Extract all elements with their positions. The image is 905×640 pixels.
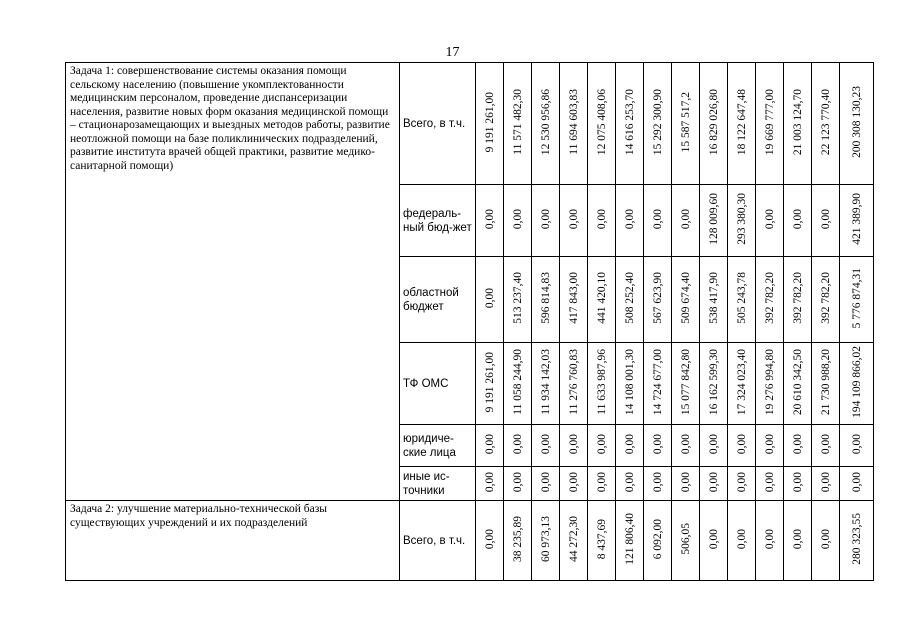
value-cell [532, 63, 560, 185]
value-cell [560, 501, 588, 581]
value-cell [532, 467, 560, 501]
value-text: 0,00 [707, 471, 720, 493]
funding-source: областной бюджет [400, 257, 476, 343]
value-cell [560, 63, 588, 185]
value-cell [476, 257, 504, 343]
value-cell [812, 343, 840, 425]
value-text: 0,00 [595, 208, 608, 230]
value-text: 12 075 408,06 [595, 88, 608, 156]
total-cell [840, 257, 874, 343]
value-cell [756, 425, 784, 467]
value-cell [728, 257, 756, 343]
value-text: 17 324 023,40 [735, 348, 748, 416]
value-cell [476, 467, 504, 501]
value-cell [756, 185, 784, 257]
value-text: 0,00 [850, 471, 863, 493]
value-text: 0,00 [623, 208, 636, 230]
value-cell [588, 467, 616, 501]
value-cell [672, 501, 700, 581]
value-text: 567 623,90 [651, 272, 664, 324]
value-text: 44 272,30 [567, 516, 580, 562]
value-text: 0,00 [763, 433, 776, 455]
value-cell [672, 343, 700, 425]
value-text: 21 003 124,70 [791, 88, 804, 156]
value-text: 596 814,83 [539, 272, 552, 324]
value-text: 0,00 [483, 287, 496, 309]
value-cell [672, 185, 700, 257]
value-cell [812, 467, 840, 501]
value-text: 508 252,40 [623, 272, 636, 324]
value-cell [812, 501, 840, 581]
value-cell [616, 467, 644, 501]
value-text: 0,00 [791, 528, 804, 550]
value-text: 421 389,90 [850, 193, 863, 245]
value-text: 15 587 517,2 [679, 91, 692, 153]
value-text: 12 530 956,86 [539, 88, 552, 156]
total-cell [840, 425, 874, 467]
value-text: 0,00 [539, 471, 552, 493]
value-text: 0,00 [850, 433, 863, 455]
value-cell [532, 425, 560, 467]
value-text: 538 417,90 [707, 272, 720, 324]
funding-source: ТФ ОМС [400, 343, 476, 425]
value-text: 505 243,78 [735, 272, 748, 324]
value-text: 128 009,60 [707, 193, 720, 245]
value-cell [504, 185, 532, 257]
value-cell [784, 63, 812, 185]
value-text: 441 420,10 [595, 272, 608, 324]
value-text: 0,00 [651, 433, 664, 455]
value-text: 0,00 [819, 208, 832, 230]
task-description: Задача 2: улучшение материально-технической базы существующих учреждений и их подразделений [66, 501, 400, 581]
value-cell [812, 185, 840, 257]
value-cell [756, 63, 784, 185]
value-cell [756, 467, 784, 501]
value-text: 20 610 342,50 [791, 348, 804, 416]
value-text: 0,00 [651, 471, 664, 493]
value-text: 19 276 994,80 [763, 348, 776, 416]
value-text: 280 323,55 [850, 513, 863, 565]
value-text: 392 782,20 [819, 272, 832, 324]
value-text: 200 308 130,23 [850, 86, 863, 158]
value-text: 0,00 [735, 433, 748, 455]
value-cell [756, 343, 784, 425]
value-cell [532, 501, 560, 581]
funding-source: юридиче-ские лица [400, 425, 476, 467]
value-cell [588, 425, 616, 467]
value-text: 0,00 [819, 433, 832, 455]
value-cell [560, 467, 588, 501]
value-cell [728, 467, 756, 501]
value-text: 0,00 [623, 471, 636, 493]
value-cell [784, 425, 812, 467]
value-text: 0,00 [679, 208, 692, 230]
value-text: 0,00 [763, 471, 776, 493]
value-text: 21 730 988,20 [819, 348, 832, 416]
value-cell [644, 257, 672, 343]
value-text: 9 191 261,00 [483, 351, 496, 413]
table-body [66, 63, 874, 581]
value-cell [504, 257, 532, 343]
value-text: 0,00 [819, 471, 832, 493]
value-cell [700, 257, 728, 343]
funding-source: Всего, в т.ч. [400, 63, 476, 185]
value-cell [728, 63, 756, 185]
value-cell [700, 343, 728, 425]
value-text: 0,00 [539, 208, 552, 230]
value-text: 0,00 [511, 208, 524, 230]
value-cell [644, 185, 672, 257]
value-cell [700, 425, 728, 467]
total-cell [840, 185, 874, 257]
value-cell [784, 501, 812, 581]
value-text: 0,00 [539, 433, 552, 455]
value-text: 0,00 [595, 471, 608, 493]
value-text: 0,00 [511, 471, 524, 493]
value-cell [812, 425, 840, 467]
value-cell [560, 185, 588, 257]
value-cell [560, 343, 588, 425]
value-text: 194 109 866,02 [850, 346, 863, 418]
value-text: 14 724 677,00 [651, 348, 664, 416]
value-text: 0,00 [651, 208, 664, 230]
value-cell [476, 185, 504, 257]
value-text: 293 380,30 [735, 193, 748, 245]
value-text: 0,00 [567, 208, 580, 230]
value-text: 15 292 300,90 [651, 88, 664, 156]
value-cell [532, 185, 560, 257]
value-cell [616, 343, 644, 425]
value-cell [560, 425, 588, 467]
value-cell [784, 257, 812, 343]
value-text: 0,00 [483, 471, 496, 493]
value-text: 38 235,89 [511, 516, 524, 562]
value-text: 14 108 001,30 [623, 348, 636, 416]
value-text: 11 633 987,96 [595, 349, 608, 415]
value-text: 19 669 777,00 [763, 88, 776, 156]
task-description: Задача 1: совершенствование системы оказания помощи сельскому населению (повышение укомплектованности медицинским персоналом, проведение диспансеризации населения, развитие новых форм оказания медицинской помощи – стационарозамещающих и выездных методов работы, развитие неотложной помощи на базе поликлинических подразделений, развитие института врачей общей практики, развитие медико-санитарной помощи) [66, 63, 400, 501]
value-cell [504, 501, 532, 581]
value-cell [784, 343, 812, 425]
value-cell [812, 63, 840, 185]
value-text: 0,00 [735, 471, 748, 493]
value-cell [784, 467, 812, 501]
value-cell [728, 501, 756, 581]
value-text: 11 934 142,03 [539, 349, 552, 415]
value-cell [588, 185, 616, 257]
value-text: 0,00 [567, 433, 580, 455]
value-cell [644, 501, 672, 581]
funding-source: иные ис-точники [400, 467, 476, 501]
value-text: 509 674,40 [679, 272, 692, 324]
value-text: 0,00 [483, 433, 496, 455]
value-cell [616, 185, 644, 257]
value-cell [756, 501, 784, 581]
value-cell [616, 63, 644, 185]
value-text: 0,00 [819, 528, 832, 550]
value-text: 0,00 [567, 471, 580, 493]
value-text: 0,00 [483, 208, 496, 230]
value-cell [812, 257, 840, 343]
value-text: 0,00 [763, 208, 776, 230]
value-cell [616, 425, 644, 467]
value-text: 0,00 [791, 471, 804, 493]
value-cell [532, 343, 560, 425]
value-cell [644, 467, 672, 501]
value-cell [476, 501, 504, 581]
value-text: 16 829 026,80 [707, 88, 720, 156]
value-text: 0,00 [595, 433, 608, 455]
value-text: 0,00 [707, 528, 720, 550]
total-cell [840, 63, 874, 185]
value-cell [700, 185, 728, 257]
total-cell [840, 467, 874, 501]
value-cell [700, 501, 728, 581]
value-cell [616, 501, 644, 581]
value-cell [476, 425, 504, 467]
value-text: 0,00 [791, 433, 804, 455]
value-text: 0,00 [679, 433, 692, 455]
table-row [66, 501, 874, 581]
value-cell [588, 63, 616, 185]
value-cell [644, 343, 672, 425]
value-cell [728, 425, 756, 467]
funding-source: Всего, в т.ч. [400, 501, 476, 581]
value-text: 513 237,40 [511, 272, 524, 324]
value-cell [504, 425, 532, 467]
value-text: 5 776 874,31 [850, 267, 863, 329]
value-text: 0,00 [707, 433, 720, 455]
value-cell [672, 257, 700, 343]
value-text: 0,00 [791, 208, 804, 230]
value-text: 0,00 [483, 528, 496, 550]
value-text: 417 843,00 [567, 272, 580, 324]
page-number: 17 [445, 45, 460, 60]
value-cell [504, 467, 532, 501]
value-text: 0,00 [623, 433, 636, 455]
value-cell [616, 257, 644, 343]
value-cell [644, 425, 672, 467]
value-text: 0,00 [735, 528, 748, 550]
value-text: 0,00 [763, 528, 776, 550]
value-text: 6 092,00 [651, 518, 664, 560]
value-cell [756, 257, 784, 343]
value-text: 0,00 [679, 471, 692, 493]
financing-table [65, 62, 874, 581]
value-text: 16 162 599,30 [707, 348, 720, 416]
table-row [66, 63, 874, 185]
value-text: 121 806,40 [623, 513, 636, 565]
value-cell [504, 63, 532, 185]
value-cell [476, 343, 504, 425]
value-cell [588, 343, 616, 425]
value-cell [504, 343, 532, 425]
value-text: 15 077 842,80 [679, 348, 692, 416]
value-cell [532, 257, 560, 343]
value-cell [728, 185, 756, 257]
value-text: 506,05 [679, 523, 692, 555]
value-text: 11 058 244,90 [511, 349, 524, 415]
value-text: 9 191 261,00 [483, 91, 496, 153]
value-cell [784, 185, 812, 257]
value-text: 11 571 482,30 [511, 89, 524, 155]
value-text: 8 437,69 [595, 518, 608, 560]
value-cell [476, 63, 504, 185]
value-cell [560, 257, 588, 343]
funding-source: федераль-ный бюд-жет [400, 185, 476, 257]
value-cell [728, 343, 756, 425]
total-cell [840, 501, 874, 581]
value-text: 11 694 603,83 [567, 89, 580, 155]
total-cell [840, 343, 874, 425]
value-cell [672, 425, 700, 467]
value-cell [672, 467, 700, 501]
value-cell [644, 63, 672, 185]
value-cell [588, 257, 616, 343]
value-text: 0,00 [511, 433, 524, 455]
value-text: 60 973,13 [539, 516, 552, 562]
value-cell [588, 501, 616, 581]
value-text: 22 123 770,40 [819, 88, 832, 156]
value-cell [700, 63, 728, 185]
value-text: 14 616 253,70 [623, 88, 636, 156]
value-text: 18 122 647,48 [735, 88, 748, 156]
value-text: 11 276 760,83 [567, 349, 580, 415]
value-text: 392 782,20 [791, 272, 804, 324]
value-text: 392 782,20 [763, 272, 776, 324]
value-cell [700, 467, 728, 501]
value-cell [672, 63, 700, 185]
